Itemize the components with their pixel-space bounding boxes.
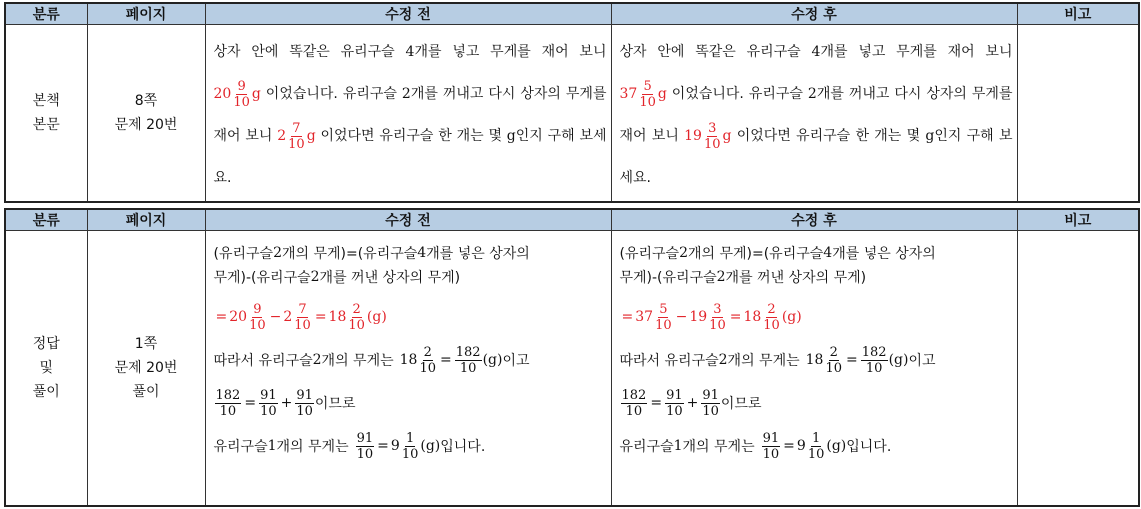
- solution-line: $\frac{182}{10}$ = $\frac{91}{10}$ + $\frac{91}{10}$ 이므로: [215, 387, 356, 419]
- problem-text: 상자 안에 똑같은 유리구슬 4개를 넣고 무게를 재어 보니 20 $\frac{9}{10}$ g 이었습니다. 유리구슬 2개를 꺼내고 다시 상자의 무게를 재어 보니 2 $\frac{7}{10}$ g 이었다면 유리구슬 한 개는 몇 g인지 구해 보세요.: [213, 44, 607, 186]
- header-before: 수정 전: [205, 3, 611, 25]
- header-category: 분류: [5, 209, 87, 231]
- after-cell: [611, 231, 1017, 506]
- before-cell: [205, 25, 611, 202]
- note-cell: [1017, 25, 1139, 202]
- solution-line: (유리구슬 2 개의 무게)=(유리구슬 4 개를 넣은 상자의: [213, 245, 530, 262]
- category-text: 및: [39, 359, 54, 376]
- solution-line: 무게)-(유리구슬 2 개를 꺼낸 상자의 무게): [619, 269, 867, 286]
- header-row: [5, 3, 1139, 25]
- header-category: 분류: [5, 3, 87, 25]
- category-text: 풀이: [32, 383, 60, 400]
- header-before: 수정 전: [205, 209, 611, 231]
- category-text: 정답: [32, 335, 60, 352]
- page-text: 문제 20번: [114, 359, 178, 376]
- solution-line: 유리구슬 1 개의 무게는 $\frac{91}{10}$ = 9 $\frac{1}{10}$ (g) 입니다.: [213, 430, 486, 462]
- header-page: 페이지: [87, 209, 205, 231]
- table-row: [5, 25, 1139, 202]
- solution-equation: = 37 $\frac{5}{10}$ − 19 $\frac{3}{10}$ = 18 $\frac{2}{10}$ (g): [621, 301, 802, 333]
- weight-mixed-number: 19 $\frac{3}{10}$ g: [684, 120, 732, 152]
- solution-line: 유리구슬 1 개의 무게는 $\frac{91}{10}$ = 9 $\frac{1}{10}$ (g) 입니다.: [619, 430, 892, 462]
- page-cell: [87, 231, 205, 506]
- after-cell: [611, 25, 1017, 202]
- note-cell: [1017, 231, 1139, 506]
- solution-line: 따라서 유리구슬 2 개의 무게는 18 $\frac{2}{10}$ = $\frac{182}{10}$ (g) 이고: [213, 344, 530, 376]
- problem-text: 상자 안에 똑같은 유리구슬 4개를 넣고 무게를 재어 보니 37 $\frac{5}{10}$ g 이었습니다. 유리구슬 2개를 꺼내고 다시 상자의 무게를 재어 보니 19 $\frac{3}{10}$ g 이었다면 유리구슬 한 개는 몇 g인지 구해 보세요.: [619, 44, 1013, 186]
- solution-line: (유리구슬 2 개의 무게)=(유리구슬 4 개를 넣은 상자의: [619, 245, 936, 262]
- header-note: 비고: [1017, 209, 1139, 231]
- page-text: 1쪽: [134, 335, 158, 352]
- header-page: 페이지: [87, 3, 205, 25]
- category-cell: [5, 231, 87, 506]
- table-row: [5, 231, 1139, 506]
- page-text: 문제 20번: [114, 116, 178, 133]
- solution-line: 따라서 유리구슬 2 개의 무게는 18 $\frac{2}{10}$ = $\frac{182}{10}$ (g) 이고: [619, 344, 936, 376]
- page-cell: [87, 25, 205, 202]
- header-note: 비고: [1017, 3, 1139, 25]
- page-text: 풀이: [132, 383, 160, 400]
- solution-line: 무게)-(유리구슬 2 개를 꺼낸 상자의 무게): [213, 269, 461, 286]
- solution-line: $\frac{182}{10}$ = $\frac{91}{10}$ + $\frac{91}{10}$ 이므로: [621, 387, 762, 419]
- weight-mixed-number: 20 $\frac{9}{10}$ g: [213, 78, 261, 110]
- header-row: [5, 209, 1139, 231]
- header-after: 수정 후: [611, 209, 1017, 231]
- category-cell: [5, 25, 87, 202]
- errata-table-solution: [4, 208, 1140, 507]
- page-text: 8쪽: [134, 92, 158, 109]
- category-text: 본문: [32, 116, 60, 133]
- solution-equation: = 20 $\frac{9}{10}$ − 2 $\frac{7}{10}$ = 18 $\frac{2}{10}$ (g): [215, 301, 387, 333]
- weight-mixed-number: 37 $\frac{5}{10}$ g: [619, 78, 667, 110]
- weight-mixed-number: 2 $\frac{7}{10}$ g: [277, 120, 316, 152]
- errata-table-textbook: [4, 2, 1140, 203]
- header-after: 수정 후: [611, 3, 1017, 25]
- before-cell: [205, 231, 611, 506]
- category-text: 본책: [32, 92, 60, 109]
